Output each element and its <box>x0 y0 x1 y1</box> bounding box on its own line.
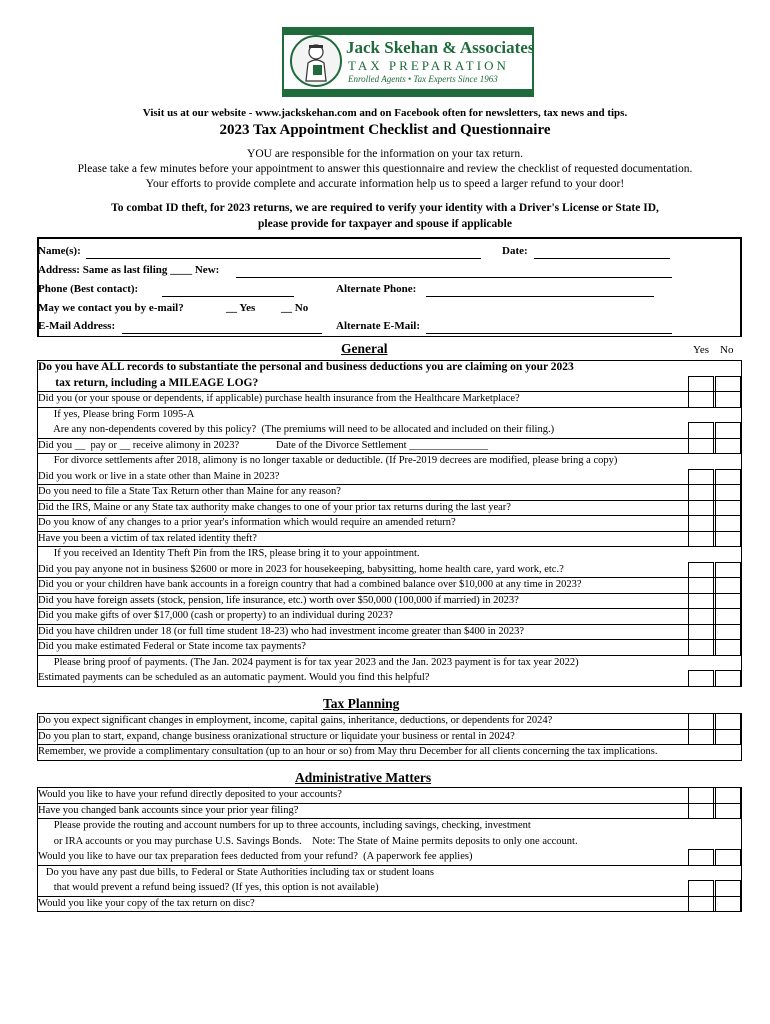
question-text: Did the IRS, Maine or any State tax authority make changes to one of your prior tax returns during the last year? <box>38 501 511 513</box>
yes-checkbox[interactable] <box>688 391 714 408</box>
question-text: Have you been a victim of tax related identity theft? <box>38 532 257 544</box>
yes-checkbox[interactable] <box>688 880 714 897</box>
question-row <box>38 729 742 745</box>
yes-checkbox[interactable] <box>688 438 714 455</box>
yes-checkbox[interactable] <box>688 608 714 625</box>
question-row <box>38 713 742 729</box>
address-label: Address: Same as last filing ____ New: <box>38 264 220 276</box>
logo-tagline: Enrolled Agents • Tax Experts Since 1963 <box>348 74 498 84</box>
yes-checkbox[interactable] <box>688 577 714 594</box>
no-checkbox[interactable] <box>715 880 741 897</box>
question-text: Do you have any past due bills, to Federal or State Authorities including tax or student loans <box>38 866 435 878</box>
yes-checkbox[interactable] <box>688 670 714 687</box>
no-checkbox[interactable] <box>715 376 741 393</box>
no-checkbox[interactable] <box>715 484 741 501</box>
question-text: Do you expect significant changes in employment, income, capital gains, inheritance, deductions, or dependents for 2024? <box>38 715 553 726</box>
email-label: E-Mail Address: <box>38 320 116 332</box>
question-row <box>38 360 742 376</box>
phone-label: Phone (Best contact): <box>38 283 139 295</box>
no-column-header: No <box>720 344 734 356</box>
logo-emblem-icon <box>290 35 342 87</box>
question-text: Did you have foreign assets (stock, pension, life insurance, etc.) worth over $50,000 (100,000 if married) in 2023? <box>38 594 519 606</box>
yes-checkbox[interactable] <box>688 729 714 746</box>
no-checkbox[interactable] <box>715 624 741 641</box>
question-text: Did you or your children have bank accounts in a foreign country that had a combined balance over $10,000 at any time in 2023? <box>38 579 582 590</box>
yes-checkbox[interactable] <box>688 787 714 804</box>
question-text: Are any non-dependents covered by this policy? (The premiums will need to be allocated and included on their filing.) <box>38 424 555 435</box>
question-text: tax return, including a MILEAGE LOG? <box>38 376 259 389</box>
names-field[interactable] <box>86 258 481 259</box>
email-contact-yes[interactable]: __ Yes <box>226 302 256 314</box>
yes-checkbox[interactable] <box>688 469 714 486</box>
question-row <box>38 608 742 624</box>
yes-checkbox[interactable] <box>688 624 714 641</box>
names-label: Name(s): <box>38 245 81 257</box>
email-contact-question: May we contact you by e-mail? <box>38 302 184 314</box>
yes-checkbox[interactable] <box>688 500 714 517</box>
question-text: If you received an Identity Theft Pin from the IRS, please bring it to your appointment. <box>38 548 420 559</box>
question-text: Have you changed bank accounts since your prior year filing? <box>38 804 299 816</box>
yes-checkbox[interactable] <box>688 849 714 866</box>
question-text: Did you have children under 18 (or full time student 18-23) who had investment income greater than $400 in 2023? <box>38 625 525 637</box>
no-checkbox[interactable] <box>715 729 741 746</box>
yes-checkbox[interactable] <box>688 376 714 393</box>
question-row <box>38 670 742 686</box>
question-row <box>38 515 742 531</box>
question-row <box>38 531 742 547</box>
email-field[interactable] <box>122 333 322 334</box>
yes-checkbox[interactable] <box>688 484 714 501</box>
no-checkbox[interactable] <box>715 391 741 408</box>
no-checkbox[interactable] <box>715 849 741 866</box>
no-checkbox[interactable] <box>715 787 741 804</box>
question-row <box>38 593 742 609</box>
no-checkbox[interactable] <box>715 896 741 913</box>
yes-checkbox[interactable] <box>688 531 714 548</box>
question-row <box>38 484 742 500</box>
section-title-tax-planning: Tax Planning <box>323 696 400 711</box>
question-text: Please provide the routing and account numbers for up to three accounts, including savings, checking, investment <box>38 820 531 831</box>
question-row <box>38 880 742 896</box>
question-text: or IRA accounts or you may purchase U.S. Savings Bonds. Note: The State of Maine permits deposits to only one account. <box>38 835 578 847</box>
question-row <box>38 744 742 760</box>
yes-checkbox[interactable] <box>688 803 714 820</box>
question-text: Do you have ALL records to substantiate the personal and business deductions you are claiming on your 2023 <box>38 361 574 373</box>
logo-bar <box>284 29 532 35</box>
no-checkbox[interactable] <box>715 562 741 579</box>
question-text: Would you like to have our tax preparation fees deducted from your refund? (A paperwork fee applies) <box>38 851 473 862</box>
section-title-administrative: Administrative Matters <box>295 770 432 785</box>
question-row <box>38 896 742 912</box>
date-field[interactable] <box>534 258 670 259</box>
question-row <box>38 407 742 423</box>
question-text: Did you __ pay or __ receive alimony in 2023? Date of the Divorce Settlement _______________ <box>38 439 488 451</box>
question-text: that would prevent a refund being issued? (If yes, this option is not available) <box>38 882 379 893</box>
question-row <box>38 639 742 655</box>
question-row <box>38 422 742 438</box>
no-checkbox[interactable] <box>715 593 741 610</box>
question-row <box>38 655 742 671</box>
logo-company-name: Jack Skehan & Associates <box>346 38 535 57</box>
question-row <box>38 787 742 803</box>
row-divider <box>37 686 742 687</box>
email-contact-no[interactable]: __ No <box>281 302 309 314</box>
phone-field[interactable] <box>162 296 294 297</box>
question-text: Would you like your copy of the tax return on disc? <box>38 897 255 909</box>
question-row <box>38 546 742 562</box>
question-row <box>38 803 742 819</box>
page-title: 2023 Tax Appointment Checklist and Questionnaire <box>219 122 551 138</box>
question-row <box>38 562 742 578</box>
no-checkbox[interactable] <box>715 577 741 594</box>
question-row <box>38 453 742 469</box>
question-text: Do you need to file a State Tax Return other than Maine for any reason? <box>38 486 341 497</box>
alt-phone-field[interactable] <box>426 296 654 297</box>
yes-column-header: Yes <box>693 344 710 356</box>
no-checkbox[interactable] <box>715 500 741 517</box>
question-text: Remember, we provide a complimentary consultation (up to an hour or so) from May thru December for all clients concerning the tax implications. <box>38 746 658 757</box>
question-row <box>38 624 742 640</box>
question-row <box>38 438 742 454</box>
no-checkbox[interactable] <box>715 639 741 656</box>
question-row <box>38 469 742 485</box>
yes-checkbox[interactable] <box>688 593 714 610</box>
yes-checkbox[interactable] <box>688 422 714 439</box>
yes-checkbox[interactable] <box>688 639 714 656</box>
question-text: Estimated payments can be scheduled as an automatic payment. Would you find this helpful? <box>38 672 430 683</box>
logo-bar <box>284 89 532 95</box>
question-text: Did you pay anyone not in business $2600 or more in 2023 for housekeeping, babysitting, home health care, yard work, etc.? <box>38 563 564 575</box>
logo-subtitle: TAX PREPARATION <box>348 58 509 73</box>
address-field[interactable] <box>236 277 672 278</box>
id-notice-line-2: please provide for taxpayer and spouse if applicable <box>258 218 512 230</box>
alt-email-label: Alternate E-Mail: <box>336 320 420 332</box>
question-text: Do you know of any changes to a prior year's information which would require an amended return? <box>38 517 456 528</box>
no-checkbox[interactable] <box>715 515 741 532</box>
row-divider <box>37 911 742 912</box>
question-text: Would you like to have your refund directly deposited to your accounts? <box>38 789 342 800</box>
question-text: Did you work or live in a state other than Maine in 2023? <box>38 470 280 482</box>
intro-line-3: Your efforts to provide complete and accurate information help us to speed a larger refund to your door! <box>145 178 625 190</box>
yes-checkbox[interactable] <box>688 713 714 730</box>
intro-line-2: Please take a few minutes before your appointment to answer this questionnaire and review the checklist of requested documentation. <box>77 163 693 175</box>
yes-checkbox[interactable] <box>688 896 714 913</box>
no-checkbox[interactable] <box>715 608 741 625</box>
no-checkbox[interactable] <box>715 469 741 486</box>
question-row <box>38 865 742 881</box>
alt-phone-label: Alternate Phone: <box>336 283 417 295</box>
no-checkbox[interactable] <box>715 531 741 548</box>
no-checkbox[interactable] <box>715 670 741 687</box>
no-checkbox[interactable] <box>715 422 741 439</box>
id-notice-line-1: To combat ID theft, for 2023 returns, we are required to verify your identity with a Driver's License or State ID, <box>111 202 659 214</box>
question-row <box>38 500 742 516</box>
no-checkbox[interactable] <box>715 713 741 730</box>
intro-line-1: YOU are responsible for the information on your tax return. <box>247 148 523 160</box>
no-checkbox[interactable] <box>715 803 741 820</box>
question-row <box>38 577 742 593</box>
question-text: Did you (or your spouse or dependents, if applicable) purchase health insurance from the Healthcare Marketplace? <box>38 393 520 404</box>
alt-email-field[interactable] <box>426 333 672 334</box>
question-text: Did you make gifts of over $17,000 (cash or property) to an individual during 2023? <box>38 610 393 621</box>
question-row <box>38 849 742 865</box>
question-text: For divorce settlements after 2018, alimony is no longer taxable or deductible. (If Pre-2019 decrees are modified, please bring a copy) <box>38 455 618 466</box>
question-text: Please bring proof of payments. (The Jan. 2024 payment is for tax year 2023 and the Jan. 2023 payment is for tax year 2022) <box>38 656 579 668</box>
question-row <box>38 818 742 834</box>
section-title-general: General <box>341 341 388 356</box>
question-text: Did you make estimated Federal or State income tax payments? <box>38 641 306 652</box>
question-row <box>38 391 742 407</box>
date-label: Date: <box>502 245 528 257</box>
yes-checkbox[interactable] <box>688 515 714 532</box>
website-line: Visit us at our website - www.jackskehan.com and on Facebook often for newsletters, tax news and tips. <box>142 107 628 119</box>
question-text: If yes, Please bring Form 1095-A <box>38 408 195 420</box>
company-logo <box>282 27 534 97</box>
question-row <box>38 376 742 392</box>
question-text: Do you plan to start, expand, change business oranizational structure or liquidate your business or rental in 2024? <box>38 730 515 742</box>
yes-checkbox[interactable] <box>688 562 714 579</box>
question-row <box>38 834 742 850</box>
no-checkbox[interactable] <box>715 438 741 455</box>
